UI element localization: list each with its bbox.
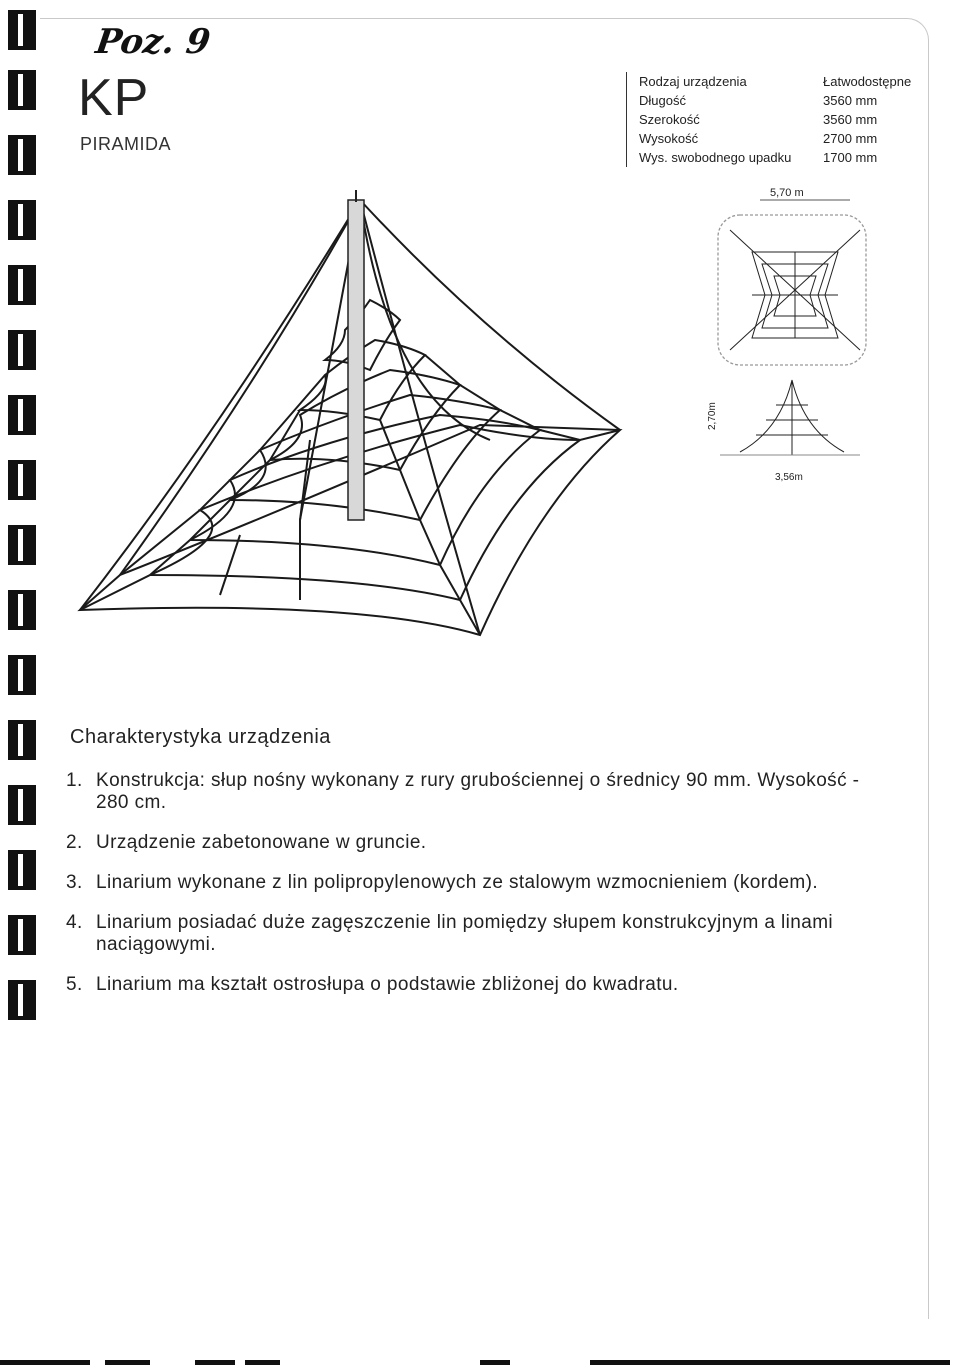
spec-label: Szerokość <box>639 112 700 127</box>
plan-width-label: 5,70 m <box>770 187 804 199</box>
pyramid-net-drawing <box>60 180 640 690</box>
spec-value: 2700 mm <box>823 131 878 146</box>
list-item-text: Konstrukcja: słup nośny wykonany z rury grubościennej o średnicy 90 mm. Wysokość - 280 cm. <box>96 770 860 813</box>
list-item <box>66 912 878 956</box>
spec-row <box>639 129 919 148</box>
spec-label: Długość <box>639 93 686 108</box>
list-item-number: 4. <box>66 912 83 933</box>
list-item-text: Linarium posiadać duże zagęszczenie lin pomiędzy słupem konstrukcyjnym a linami naciągowymi. <box>96 912 834 955</box>
spec-value: 1700 mm <box>823 150 878 165</box>
list-item-number: 3. <box>66 872 83 893</box>
spec-table <box>626 72 919 167</box>
spec-row <box>639 91 919 110</box>
spec-row <box>639 148 919 167</box>
list-item-text: Urządzenie zabetonowane w gruncie. <box>96 832 427 853</box>
spec-value: 3560 mm <box>823 112 878 127</box>
list-item-number: 2. <box>66 832 83 853</box>
list-item-number: 5. <box>66 974 83 995</box>
list-item-number: 1. <box>66 770 83 791</box>
list-item-text: Linarium wykonane z lin polipropylenowych ze stalowym wzmocnieniem (kordem). <box>96 872 819 893</box>
binder-spine <box>0 0 40 1367</box>
scan-edge-marks <box>0 1360 960 1367</box>
list-item-text: Linarium ma kształt ostrosłupa o podstawie zbliżonej do kwadratu. <box>96 974 679 995</box>
elevation-base-label: 3,56m <box>775 472 803 483</box>
spec-value: 3560 mm <box>823 93 878 108</box>
list-item <box>66 770 878 814</box>
spec-row <box>639 72 919 91</box>
spec-value: Łatwodostępne <box>823 74 912 89</box>
spec-row <box>639 110 919 129</box>
handwritten-note: Poz. 9 <box>93 22 213 62</box>
elevation-height-label: 2,70m <box>707 402 718 430</box>
plan-and-elevation <box>700 180 880 490</box>
list-item <box>66 974 878 996</box>
spec-label: Wysokość <box>639 131 699 146</box>
characteristics-list <box>66 770 878 1014</box>
spec-label: Rodzaj urządzenia <box>639 74 747 89</box>
product-code: KP <box>78 69 150 127</box>
characteristics-title: Charakterystyka urządzenia <box>70 726 331 748</box>
product-name: PIRAMIDA <box>80 134 172 154</box>
spec-label: Wys. swobodnego upadku <box>639 150 792 165</box>
list-item <box>66 832 878 854</box>
list-item <box>66 872 878 894</box>
